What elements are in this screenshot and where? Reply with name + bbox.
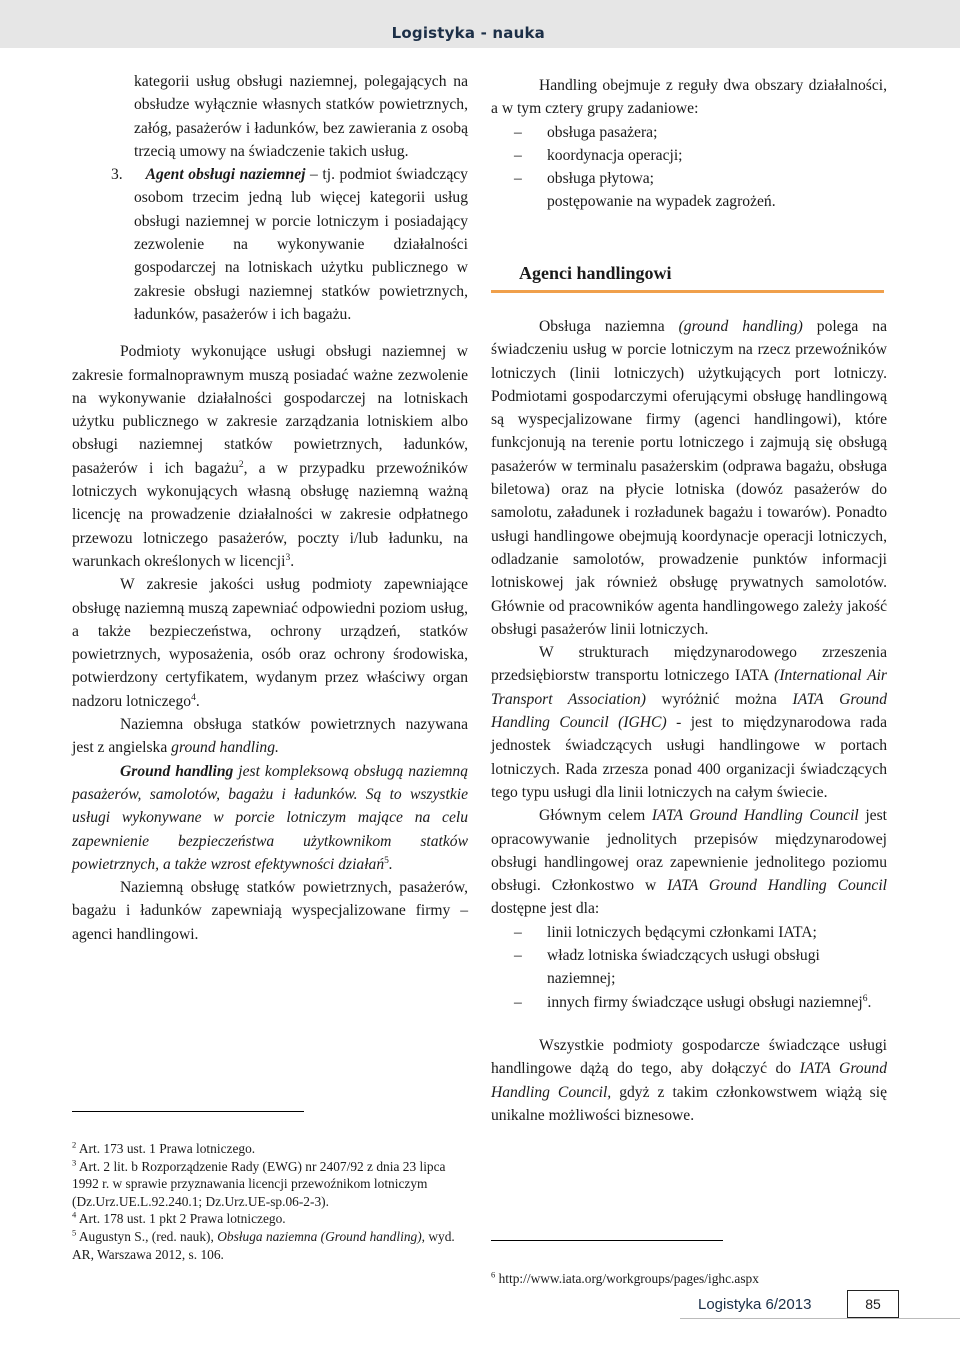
list-item-text: obsługa pasażera; [547, 123, 658, 141]
italic-term: (International Air Transport Association) [491, 667, 887, 708]
footnote-italic: Obsługa naziemna (Ground handling) [217, 1228, 422, 1244]
list-item [491, 167, 887, 190]
list-item-text: obsługa płytowa; [547, 170, 654, 188]
section-header-title: Logistyka - nauka [391, 24, 545, 42]
paragraph-definition [72, 760, 468, 876]
footnote-ref: 5 [384, 855, 389, 866]
right-column-body [491, 315, 887, 1127]
footnote-number: 4 [72, 1209, 77, 1220]
footnote-number: 2 [72, 1139, 77, 1150]
paragraph [72, 340, 468, 573]
footnote-text: Art. 173 ust. 1 Prawa lotniczego. [76, 1141, 256, 1156]
text-run: Podmioty wykonujące usługi obsługi naziemnej w zakresie formalnoprawnym muszą posiadać ważne zezwolenie na wykonywanie działalności gospodarczej na lotniskach użytku publicznego w zakresie zarządzania lotniskiem albo obsługi naziemnej statków powietrznych, ładunków, pasażerów i ich bagażu [72, 343, 468, 477]
text-run: . [290, 552, 295, 570]
paragraph [491, 315, 887, 641]
footnotes-right [491, 1270, 887, 1288]
text-run: . [195, 692, 200, 710]
text-run: - jest to międzynarodowa rada jednostek świadczących usługi handlingowe w portach lotniczych. Rada zrzesza ponad 400 organizacji świadczących tego typu usługi dla linii lotniczych na całym świecie. [491, 714, 887, 801]
list-item [491, 921, 887, 944]
italic-term: IATA Ground Handling Council [667, 877, 887, 895]
paragraph [72, 713, 468, 760]
list-item [491, 121, 887, 144]
italic-text: jest kompleksową obsługą naziemną pasażerów, samolotów, bagażu i ładunków. Są to wszystkie usługi wykonywane w porcie lotniczym mające na celu zapewnienie bezpieczeństwa użytkownikom statków powietrznych, a także wzrost efektywności działań [72, 762, 468, 873]
list-item-text: innych firmy świadczące usługi obsługi naziemnej [547, 993, 863, 1011]
paragraph [72, 573, 468, 713]
item3-text: – tj. podmiot świadczący osobom trzecim jedną lub więcej kategorii usług obsługi naziemnej w porcie lotniczym i posiadający zezwolenie na wykonywanie działalności gospodarczej na lotniskach użytku publicznego w zakresie obsługi naziemnej statków powietrznych, ładunków, pasażerów i ich bagażu. [134, 166, 468, 323]
text-run: W strukturach międzynarodowego zrzeszenia przedsiębiorstw transportu lotniczego IATA [491, 644, 887, 685]
section-title: Agenci handlingowi [519, 263, 672, 283]
list-item-text: linii lotniczych będącymi członkami IATA; [547, 923, 817, 941]
italic-term: IATA Ground Handling Council [651, 807, 859, 825]
text-run: polega na świadczeniu usług w porcie lotniczym na rzecz przewoźników lotniczych (linii lotniczych) użytkujących port lotniczy. Podmiotami gospodarczymi oferującymi obsługę handlingową są wyspecjalizowane firmy (agenci handlingowi), które funkcjonują na terenie portu lotniczego i zajmują się obsługą pasażerów w terminalu pasażerskim (odprawa bagażu, obsługa biletowa) oraz na płycie lotniska (dowóz pasażerów do samolotu, załadunek i rozładunek bagażu i towarów). Ponadto usługi handlingowe obejmują koordynacje operacji lotniczych, odladzanie samolotów, prowadzenie punktów informacji lotniskowej jak również obsługę prywatnych samolotów. Głównie od pracowników agenta handlingowego zależy jakość obsługi pasażerów linii lotniczych. [491, 318, 887, 638]
footnote-separator [72, 1111, 304, 1112]
footnote-text: Art. 2 lit. b Rozporządzenie Rady (EWG) nr 2407/92 z dnia 23 lipca 1992 r. w sprawie przyznawania licencji przewoźnikom lotniczym (Dz.Urz.UE.L.92.240.1; Dz.Urz.UE-sp.06-2-3). [72, 1158, 446, 1209]
footnote-ref: 4 [191, 692, 196, 703]
paragraph [491, 1034, 887, 1127]
text-run: jest opracowywanie jednolitych przepisów międzynarodowej obsługi handlingowej oraz zapewnienie jednolitego poziomu obsługi. Członkostwo w [491, 807, 887, 895]
italic-term: IATA Ground Handling Council (IGHC) [491, 690, 888, 732]
text-run: . [867, 993, 872, 1011]
footnote-text: Augustyn S., (red. nauk), [76, 1228, 218, 1244]
footnote-url: http://www.iata.org/workgroups/pages/ighc.aspx [495, 1271, 759, 1286]
footnote-ref: 3 [285, 552, 291, 563]
list-item [491, 190, 887, 213]
footnote-5 [72, 1228, 468, 1263]
italic-term: IATA Ground Handling Council, [491, 1060, 887, 1101]
text-run: gdyż z takim członkowstwem wiążą się unikalne możliwości biznesowe. [491, 1083, 887, 1124]
right-column [491, 74, 887, 214]
dash-bullet: – [514, 947, 522, 965]
text-run: Naziemna obsługa statków powietrznych nazywana jest z angielska [72, 716, 468, 757]
dash-bullet: – [514, 993, 522, 1011]
text-run: W zakresie jakości usług podmioty zapewniające obsługę naziemną muszą zapewniać odpowiedni poziom usług, a także bezpieczeństwa, ochrony urządzeń, statków powietrznych, wyposażenia, osób oraz ochrony środowiska, potwierdzony certyfikatem, wydanym przez właściwy organ nadzoru lotniczego [72, 576, 468, 710]
dash-bullet: – [514, 123, 522, 141]
task-list [491, 121, 887, 214]
list-item [491, 944, 887, 991]
list-item-text: koordynacja operacji; [547, 146, 683, 164]
footnote-text: Art. 178 ust. 1 pkt 2 Prawa lotniczego. [76, 1211, 286, 1227]
text-run: Głównym celem [539, 807, 652, 825]
page-number: 85 [847, 1290, 899, 1318]
footnote-ref: 6 [862, 993, 868, 1004]
italic-term: (ground handling) [678, 318, 803, 335]
text-run: , a w przypadku przewoźników lotniczych wykonujących własną obsługę naziemną ważną licencję na prowadzenie działalności w zakresie odpłatnego przewozu lotniczego pasażerów, poczty i/lub ładunku, na warunkach określonych w licencji [72, 459, 468, 570]
section-underline [491, 290, 884, 293]
list-item-text: postępowanie na wypadek zagrożeń. [547, 193, 776, 211]
member-list [491, 921, 887, 1014]
list-item-3 [72, 163, 468, 326]
list-item-text: władz lotniska świadczących usługi obsługi naziemnej; [547, 947, 820, 988]
bold-term: Ground handling [120, 762, 234, 780]
footnote-6 [491, 1270, 887, 1288]
list-item [491, 991, 887, 1014]
list-number: 3. [111, 166, 123, 184]
footnote-text: , wyd. AR, Warszawa 2012, s. 106. [72, 1228, 455, 1262]
footnote-2 [72, 1140, 468, 1158]
footnote-separator [491, 1240, 723, 1241]
footer-rule [680, 1318, 960, 1319]
paragraph [491, 804, 887, 920]
text-run: Wszystkie podmioty gospodarcze świadczące usługi handlingowe dążą do tego, aby dołączyć do [491, 1036, 887, 1078]
paragraph-intro: Handling obejmuje z reguły dwa obszary działalności, a w tym cztery grupy zadaniowe: [491, 77, 887, 118]
italic-term: ground handling. [171, 739, 279, 757]
dash-bullet: – [514, 170, 522, 188]
text-run: dostępne jest dla: [491, 900, 600, 918]
dash-bullet: – [514, 923, 522, 941]
journal-label: Logistyka 6/2013 [698, 1296, 812, 1313]
dash-bullet: – [514, 146, 522, 164]
list-continuation: kategorii usług obsługi naziemnej, polegających na obsłudze wyłącznie własnych statków powietrznych, załóg, pasażerów i ładunków, bez zawierania z osobą trzecią umowy na świadczenie takich usług. [134, 73, 468, 160]
text-run: . [388, 855, 393, 873]
text-run: wyróżnić można [645, 690, 793, 708]
list-item [491, 144, 887, 167]
paragraph: Naziemną obsługę statków powietrznych, pasażerów, bagażu i ładunków zapewniają wyspecjalizowane firmy – agenci handlingowi. [72, 879, 468, 943]
text-run: Obsługa naziemna [539, 318, 679, 335]
footnote-number: 5 [72, 1227, 77, 1238]
left-column [72, 70, 468, 946]
footnote-number: 6 [491, 1269, 496, 1280]
footnote-ref: 2 [238, 459, 244, 470]
footnote-3 [72, 1158, 468, 1211]
term-agent: Agent obsługi naziemnej [145, 166, 306, 184]
footnote-number: 3 [72, 1157, 77, 1168]
footnote-4 [72, 1210, 468, 1228]
paragraph [491, 641, 887, 804]
footnotes-left [72, 1140, 468, 1263]
